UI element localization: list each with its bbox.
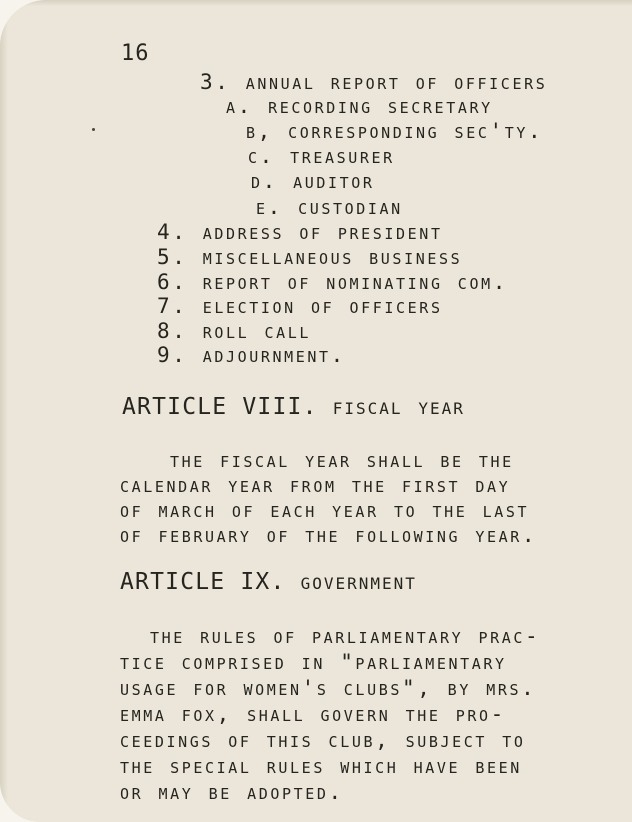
article-viii-number: ARTICLE VIII. bbox=[122, 394, 318, 420]
article-ix-number: ARTICLE IX. bbox=[120, 569, 286, 595]
article-ix-line-5: ceedings of this club, subject to bbox=[120, 728, 526, 752]
article-viii-title: fiscal year bbox=[332, 394, 465, 420]
article-ix-line-3: usage for women's clubs", by mrs. bbox=[120, 676, 537, 700]
order-item-6: 6. report of nominating com. bbox=[157, 270, 508, 294]
ink-speck bbox=[92, 128, 95, 131]
order-item-5: 5. miscellaneous business bbox=[157, 245, 463, 269]
order-subitem-a: a. recording secretary bbox=[226, 94, 493, 118]
article-viii-line-3: of march of each year to the last bbox=[120, 498, 530, 522]
order-item-4: 4. address of president bbox=[157, 220, 443, 244]
article-ix-heading bbox=[120, 570, 417, 594]
article-ix-line-1: the rules of parliamentary prac- bbox=[150, 624, 541, 648]
order-item-8: 8. roll call bbox=[157, 319, 312, 343]
order-subitem-b: b, corresponding sec'ty. bbox=[246, 119, 544, 143]
article-ix-line-2: tice comprised in "parliamentary bbox=[120, 650, 507, 674]
order-item-3: 3. annual report of officers bbox=[200, 70, 548, 94]
article-ix-line-6: the special rules which have been bbox=[120, 754, 522, 778]
order-item-9: 9. adjournment. bbox=[157, 343, 346, 367]
order-item-7: 7. election of officers bbox=[157, 294, 443, 318]
article-viii-heading bbox=[122, 395, 465, 419]
page-number: 16 bbox=[121, 41, 150, 66]
order-subitem-e: e. custodian bbox=[256, 195, 403, 219]
article-ix-title: government bbox=[300, 569, 417, 595]
article-viii-line-4: of february of the following year. bbox=[120, 523, 538, 547]
article-viii-line-1: the fiscal year shall be the bbox=[170, 448, 514, 472]
article-ix-line-4: emma fox, shall govern the pro- bbox=[120, 702, 506, 726]
order-subitem-c: c. treasurer bbox=[248, 144, 395, 168]
article-ix-line-7: or may be adopted. bbox=[120, 780, 344, 804]
order-subitem-d: d. auditor bbox=[251, 169, 375, 193]
article-viii-line-2: calendar year from the first day bbox=[120, 473, 511, 497]
